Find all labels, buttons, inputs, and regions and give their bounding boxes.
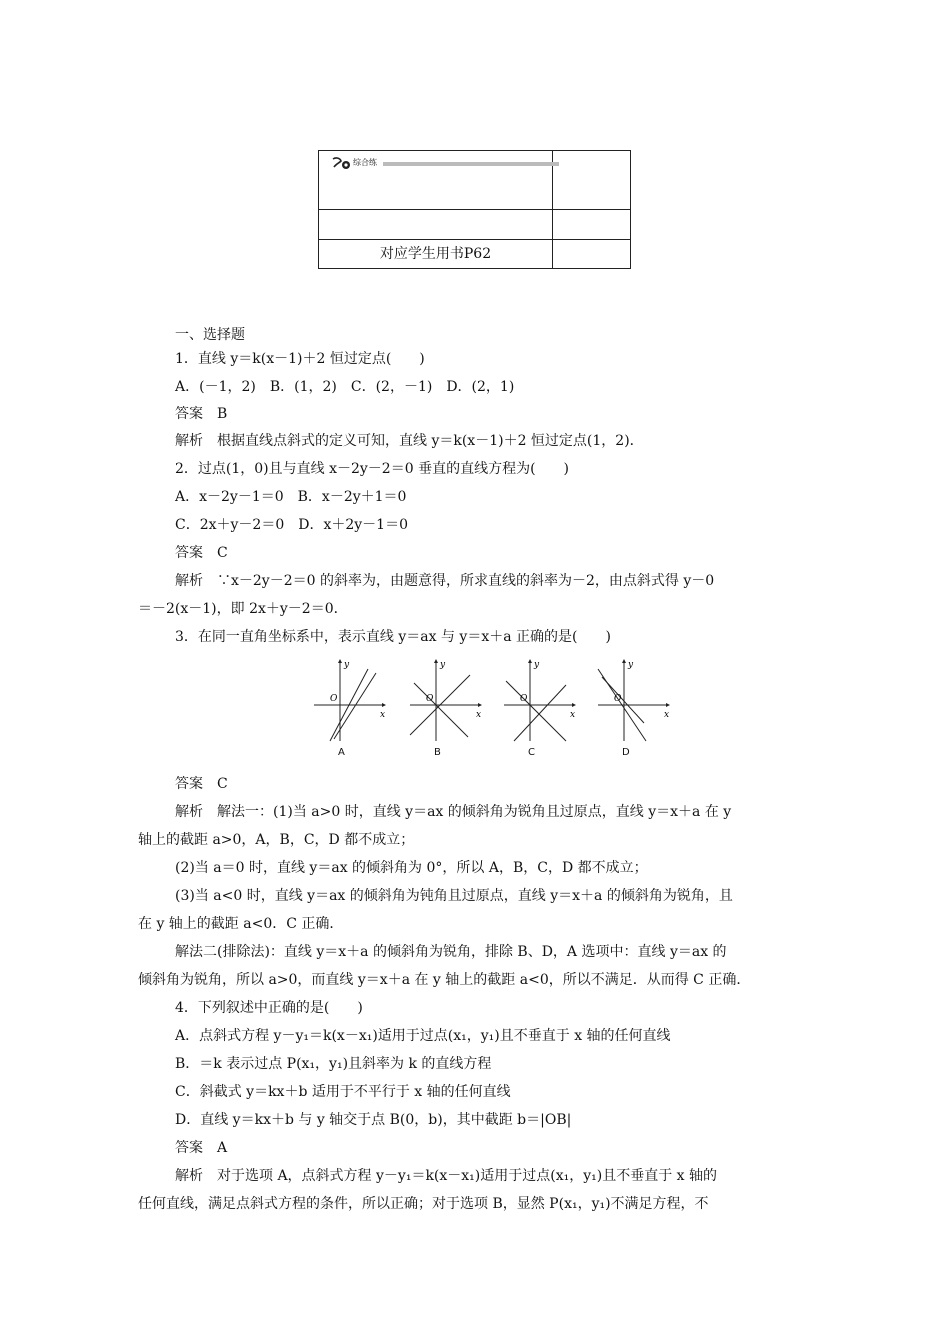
q3-analysis-2: 轴上的截距 a>0，A，B，C，D 都不成立； [138, 832, 415, 848]
graph-label-a: A [338, 747, 345, 758]
practice-logo-icon [331, 156, 351, 170]
svg-text:O: O [426, 694, 434, 704]
q4-stem: 4．下列叙述中正确的是( ) [175, 1000, 363, 1016]
svg-text:y: y [440, 660, 446, 670]
q1-stem: 1．直线 y＝k(x－1)＋2 恒过定点( ) [175, 351, 425, 367]
graph-b-plot [406, 655, 488, 747]
svg-text:y: y [344, 660, 350, 670]
graph-c [500, 655, 582, 763]
q3-analysis-6: 解法二(排除法)：直线 y＝x＋a 的倾斜角为锐角，排除 B、D，A 选项中：直线 y＝ax 的 [175, 944, 727, 960]
graph-label-b: B [434, 747, 441, 758]
q3-analysis-3: (2)当 a＝0 时，直线 y＝ax 的倾斜角为 0°，所以 A，B，C，D 都不成立； [175, 860, 648, 876]
q4-answer: 答案 A [175, 1140, 228, 1156]
graph-c-plot [500, 655, 582, 747]
header-box [318, 150, 631, 269]
q2-analysis-1: 解析 ∵x－2y－2＝0 的斜率为，由题意得，所求直线的斜率为－2，由点斜式得 y－0 [175, 573, 715, 589]
q2-options-cd: C．2x＋y－2＝0 D．x＋2y－1＝0 [175, 517, 408, 533]
q3-stem: 3．在同一直角坐标系中，表示直线 y＝ax 与 y＝x＋a 正确的是( ) [175, 629, 611, 645]
graph-label-c: C [528, 747, 535, 758]
q3-analysis-5: 在 y 轴上的截距 a<0．C 正确． [138, 916, 344, 932]
section-banner [331, 156, 549, 170]
q4-analysis-2: 任何直线，满足点斜式方程的条件，所以正确；对于选项 B，显然 P(x₁，y₁)不满足方程，不 [138, 1196, 709, 1212]
q4-option-d: D．直线 y＝kx＋b 与 y 轴交于点 B(0，b)，其中截距 b＝|OB| [175, 1112, 572, 1128]
svg-text:y: y [534, 660, 540, 670]
q2-analysis-2: ＝－2(x－1)，即 2x＋y－2＝0． [138, 601, 348, 617]
svg-text:x: x [664, 710, 670, 720]
reference-text: 对应学生用书P62 [379, 246, 492, 262]
svg-text:O: O [614, 694, 622, 704]
section-title: 一、选择题 [175, 327, 245, 343]
q4-option-c: C．斜截式 y＝kx＋b 适用于不平行于 x 轴的任何直线 [175, 1084, 511, 1100]
q3-analysis-1: 解析 解法一：(1)当 a>0 时，直线 y＝ax 的倾斜角为锐角且过原点，直线 y＝x＋a 在 y [175, 804, 732, 820]
header-rule-1 [319, 209, 630, 210]
q2-stem: 2．过点(1，0)且与直线 x－2y－2＝0 垂直的直线方程为( ) [175, 461, 569, 477]
svg-text:x: x [380, 710, 386, 720]
q4-analysis-1: 解析 对于选项 A，点斜式方程 y－y₁＝k(x－x₁)适用于过点(x₁，y₁)且不垂直于 x 轴的 [175, 1168, 717, 1184]
graph-d [594, 655, 676, 763]
svg-text:x: x [570, 710, 576, 720]
q2-answer: 答案 C [175, 545, 228, 561]
svg-text:y: y [628, 660, 634, 670]
q1-options: A．(－1，2) B．(1，2) C．(2，－1) D．(2，1) [175, 379, 515, 395]
q3-graphs [310, 655, 680, 765]
q3-analysis-7: 倾斜角为锐角，所以 a>0，而直线 y＝x＋a 在 y 轴上的截距 a<0，所以不满足．从而得 C 正确． [138, 972, 751, 988]
q3-analysis-4: (3)当 a<0 时，直线 y＝ax 的倾斜角为钝角且过原点，直线 y＝x＋a 的倾斜角为锐角，且 [175, 888, 733, 904]
banner-label: 综合练 [353, 158, 377, 167]
graph-b [406, 655, 488, 763]
graph-a [310, 655, 392, 763]
q2-options-ab: A．x－2y－1＝0 B．x－2y＋1＝0 [175, 489, 407, 505]
q1-answer: 答案 B [175, 406, 228, 422]
q4-option-b: B．＝k 表示过点 P(x₁，y₁)且斜率为 k 的直线方程 [175, 1056, 492, 1072]
graph-label-d: D [622, 747, 630, 758]
svg-text:O: O [330, 694, 338, 704]
banner-bar [383, 162, 559, 166]
graph-d-plot [594, 655, 676, 747]
q3-answer: 答案 C [175, 776, 228, 792]
q4-option-a: A．点斜式方程 y－y₁＝k(x－x₁)适用于过点(x₁，y₁)且不垂直于 x 轴的任何直线 [175, 1028, 671, 1044]
svg-text:x: x [476, 710, 482, 720]
svg-text:O: O [520, 694, 528, 704]
q1-analysis: 解析 根据直线点斜式的定义可知，直线 y＝k(x－1)＋2 恒过定点(1，2)． [175, 433, 644, 449]
graph-a-plot [310, 655, 392, 747]
